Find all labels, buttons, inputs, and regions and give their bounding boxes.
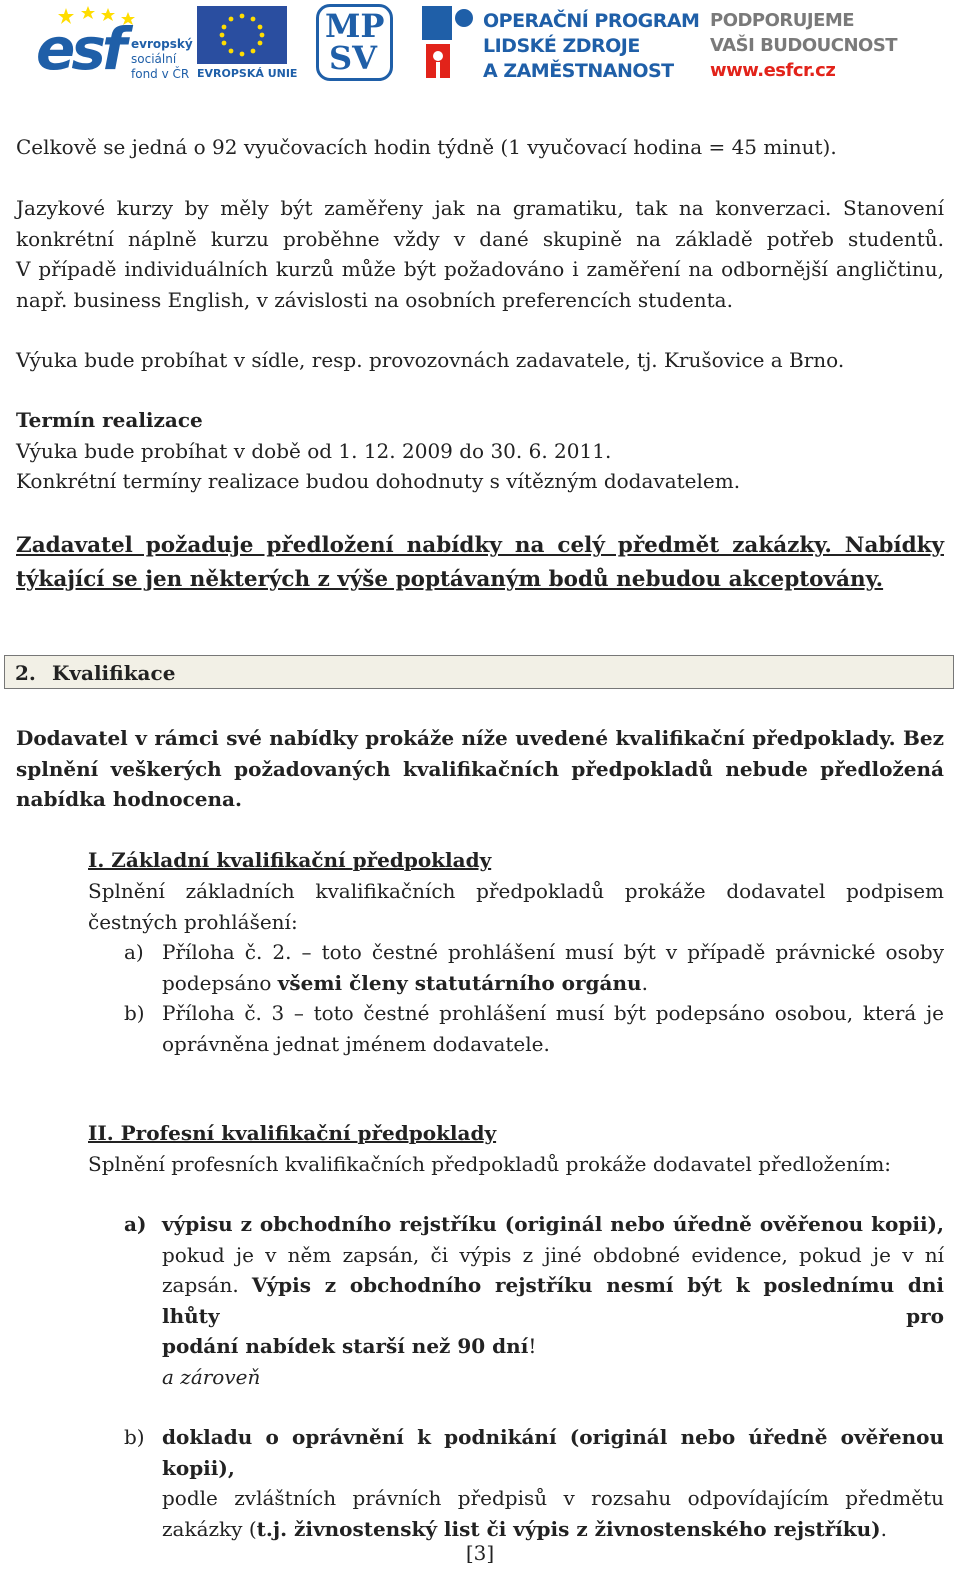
esf-line2: sociální bbox=[131, 52, 177, 66]
courses-line2: konkrétní náplně kurzu proběhne vždy v dané skupině na základě potřeb studentů. bbox=[16, 226, 944, 251]
courses-line1: Jazykové kurzy by měly být zaměřeny jak na gramatiku, tak na konverzaci. Stanovení bbox=[16, 196, 944, 220]
courses-line3: V případě individuálních kurzů může být požadováno i zaměření na odbornější angličtinu, bbox=[16, 257, 944, 281]
mpsv-logo bbox=[316, 4, 393, 81]
slogan-logo bbox=[710, 8, 910, 84]
term-block bbox=[16, 405, 944, 497]
program-line1: OPERAČNÍ PROGRAM bbox=[483, 10, 700, 32]
slogan-url[interactable]: www.esfcr.cz bbox=[710, 60, 836, 81]
oplzz-logo bbox=[420, 4, 700, 84]
esf-line1: evropský bbox=[131, 37, 193, 51]
esf-logo bbox=[36, 6, 191, 81]
professional-item-a-l4-post: ! bbox=[528, 1334, 537, 1358]
courses-paragraph bbox=[16, 193, 944, 315]
offer-requirement bbox=[16, 529, 944, 597]
section-heading-box bbox=[4, 655, 954, 689]
basic-item-b-label: b) bbox=[124, 1001, 145, 1025]
page-number: [3] bbox=[465, 1541, 495, 1565]
professional-item-b-l3-pre: zakázky ( bbox=[162, 1516, 257, 1541]
basic-item-b-line1: Příloha č. 3 – toto čestné prohlášení musí být podepsáno osobou, která je bbox=[162, 1001, 944, 1025]
professional-item-a-label: a) bbox=[124, 1212, 147, 1236]
offer-line2: týkající se jen některých z výše poptávaným bodů nebudou akceptovány. bbox=[16, 567, 884, 592]
program-line3: A ZAMĚSTNANOST bbox=[483, 60, 674, 82]
eu-flag-icon bbox=[197, 6, 287, 64]
professional-item-a-line2: pokud je v něm zapsán, či výpis z jiné obdobné evidence, pokud je v ní bbox=[162, 1242, 944, 1267]
header-logos bbox=[0, 0, 960, 95]
term-heading: Termín realizace bbox=[16, 408, 203, 432]
basic-item-a-line1: Příloha č. 2. – toto čestné prohlášení musí být v případě právnické osoby bbox=[162, 940, 944, 964]
esf-wordmark: esf bbox=[36, 15, 124, 83]
intro-line2: splnění veškerých požadovaných kvalifikačních předpokladů nebude předložená bbox=[16, 756, 944, 781]
basic-item-a-bold: všemi členy statutárního orgánu bbox=[277, 970, 642, 995]
professional-item-a-text bbox=[162, 1209, 944, 1362]
qualification-intro bbox=[16, 723, 944, 815]
figure-icon bbox=[420, 4, 476, 80]
professional-item-a-l3-pre: zapsán. bbox=[162, 1273, 252, 1297]
professional-item-b-label: b) bbox=[124, 1425, 145, 1449]
mpsv-bottom: SV bbox=[329, 39, 377, 77]
intro-line3: nabídka hodnocena. bbox=[16, 787, 242, 811]
basic-item-a-label: a) bbox=[124, 940, 144, 964]
basic-heading: I. Základní kvalifikační předpoklady bbox=[88, 848, 492, 872]
basic-item-b-text bbox=[162, 998, 944, 1059]
professional-item-a-line3 bbox=[162, 1270, 944, 1331]
professional-item-a-line1: výpisu z obchodního rejstříku (originál nebo úředně ověřenou kopii), bbox=[162, 1212, 944, 1236]
esf-line3: fond v ČR bbox=[131, 67, 190, 81]
location-paragraph: Výuka bude probíhat v sídle, resp. provozovnách zadavatele, tj. Krušovice a Brno. bbox=[16, 348, 845, 372]
slogan-line2: VAŠI BUDOUCNOST bbox=[710, 35, 898, 56]
professional-item-a-l3-bold: Výpis z obchodního rejstříku nesmí být k poslednímu dni lhůty pro bbox=[162, 1273, 944, 1328]
professional-item-b-l3-bold: t.j. živnostenský list či výpis z živnostenského rejstříku) bbox=[256, 1516, 881, 1541]
professional-item-b-line1: dokladu o oprávnění k podnikání (originál nebo úředně ověřenou kopii), bbox=[162, 1425, 944, 1480]
basic-text-line2: čestných prohlášení: bbox=[88, 909, 298, 934]
professional-item-b-text bbox=[162, 1422, 944, 1544]
basic-text bbox=[88, 876, 944, 937]
eu-caption: EVROPSKÁ UNIE bbox=[197, 67, 298, 80]
professional-heading: II. Profesní kvalifikační předpoklady bbox=[88, 1121, 497, 1145]
term-line1: Výuka bude probíhat v době od 1. 12. 2009 do 30. 6. 2011. bbox=[16, 438, 612, 463]
professional-item-a-line4 bbox=[162, 1331, 944, 1362]
section-number: 2. bbox=[15, 661, 36, 685]
professional-item-b-l3-post: . bbox=[880, 1516, 887, 1541]
slogan-line1: PODPORUJEME bbox=[710, 10, 855, 31]
professional-text: Splnění profesních kvalifikačních předpokladů prokáže dodavatel předložením: bbox=[88, 1152, 892, 1176]
hours-paragraph: Celkově se jedná o 92 vyučovacích hodin týdně (1 vyučovací hodina = 45 minut). bbox=[16, 135, 837, 159]
courses-line4: např. business English, v závislosti na osobních preferencích studenta. bbox=[16, 287, 733, 312]
basic-item-a-line2 bbox=[162, 968, 944, 999]
professional-item-b-line2: podle zvláštních právních předpisů v rozsahu odpovídajícím předmětu bbox=[162, 1486, 944, 1510]
basic-text-line1: Splnění základních kvalifikačních předpokladů prokáže dodavatel podpisem bbox=[88, 879, 944, 903]
basic-item-a-post: . bbox=[641, 970, 648, 995]
professional-item-a-l4-bold: podání nabídek starší než 90 dní bbox=[162, 1334, 529, 1358]
basic-item-a-pre: podepsáno bbox=[162, 970, 278, 995]
program-line2: LIDSKÉ ZDROJE bbox=[483, 35, 640, 57]
basic-item-a-text bbox=[162, 937, 944, 998]
intro-line1: Dodavatel v rámci své nabídky prokáže níže uvedené kvalifikační předpoklady. Bez bbox=[16, 726, 944, 750]
mpsv-top: MP bbox=[325, 7, 385, 45]
section-title: Kvalifikace bbox=[52, 661, 176, 685]
term-line2: Konkrétní termíny realizace budou dohodnuty s vítězným dodavatelem. bbox=[16, 469, 741, 493]
and-also: a zároveň bbox=[162, 1365, 261, 1389]
eu-flag-logo bbox=[197, 6, 298, 82]
offer-line1: Zadavatel požaduje předložení nabídky na celý předmět zakázky. Nabídky bbox=[16, 533, 944, 558]
basic-item-b-line2: oprávněna jednat jménem dodavatele. bbox=[162, 1031, 550, 1056]
